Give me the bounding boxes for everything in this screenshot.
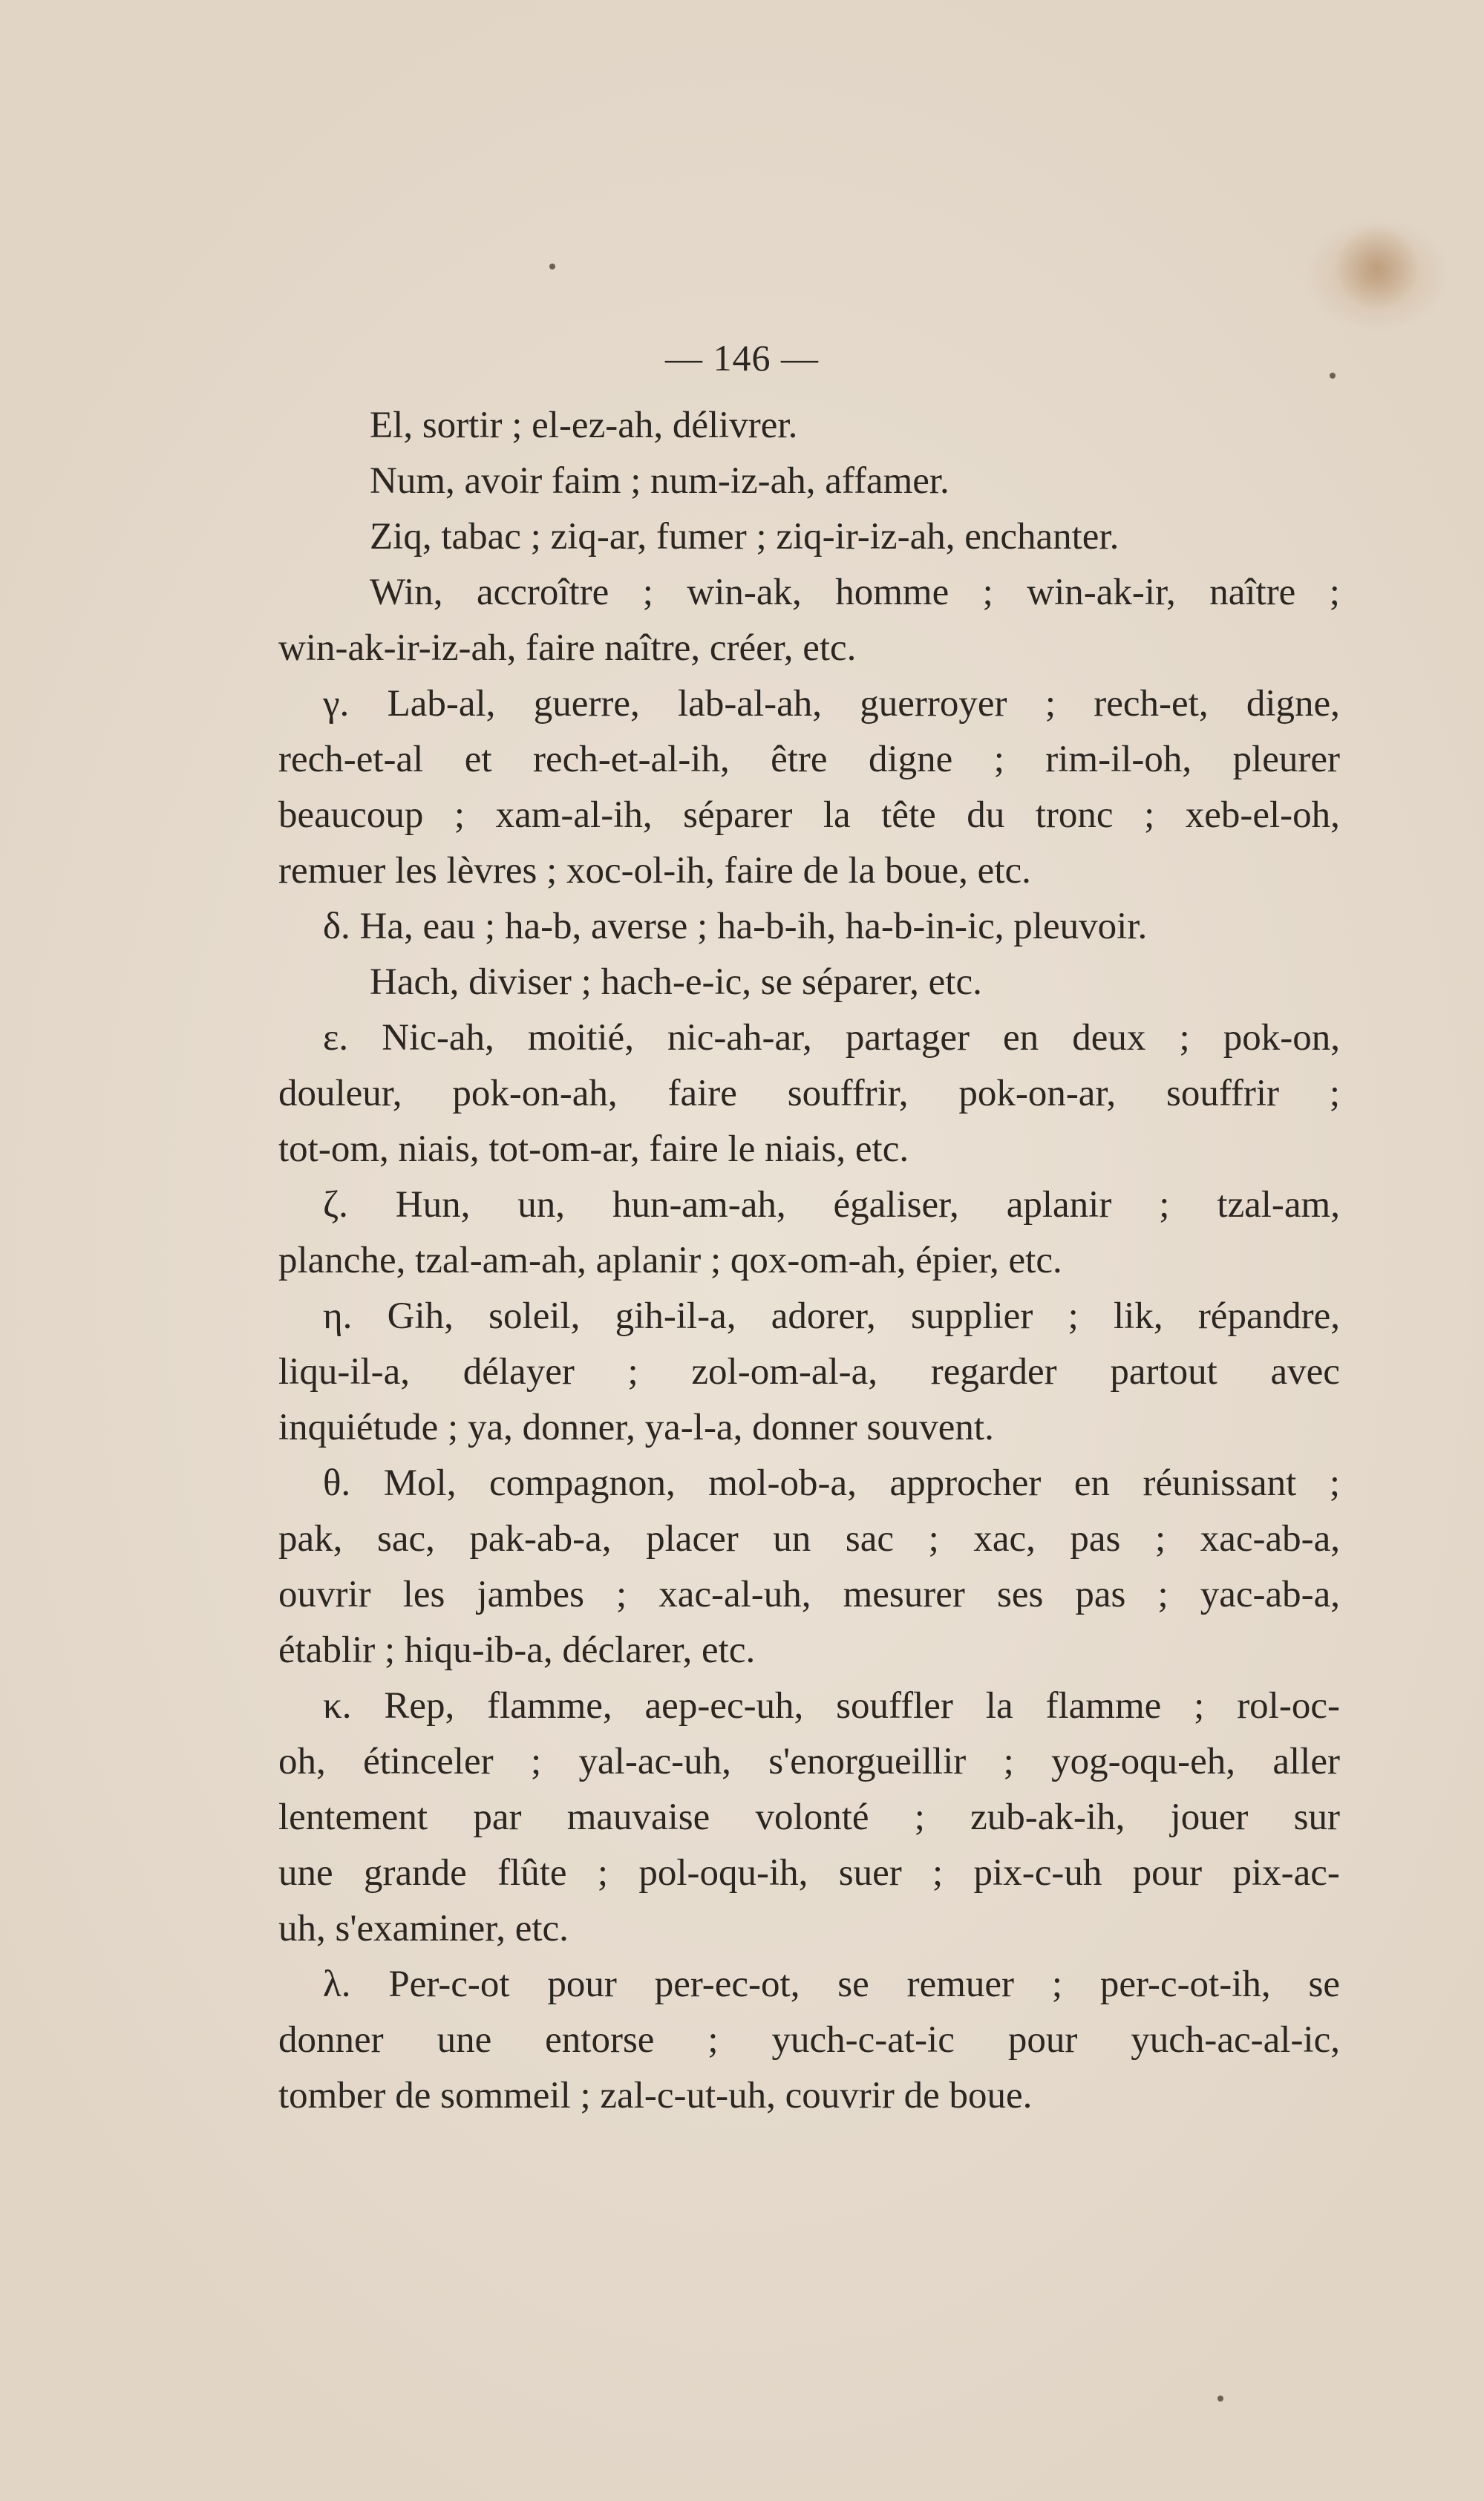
ink-speck — [549, 264, 555, 269]
text-line: remuer les lèvres ; xoc-ol-ih, faire de la boue, etc. — [278, 850, 1031, 892]
text-line: inquiétude ; ya, donner, ya-l-a, donner souvent. — [278, 1407, 994, 1448]
text-line: δ. Ha, eau ; ha-b, averse ; ha-b-ih, ha-b-in-ic, pleuvoir. — [323, 906, 1148, 947]
text-line: λ. Per-c-ot pour per-ec-ot, se remuer ; per-c-ot-ih, se — [323, 1964, 1340, 2005]
text-line: planche, tzal-am-ah, aplanir ; qox-om-ah, épier, etc. — [278, 1240, 1062, 1281]
text-line: beaucoup ; xam-al-ih, séparer la tête du tronc ; xeb-el-oh, — [278, 794, 1340, 836]
text-line: γ. Lab-al, guerre, lab-al-ah, guerroyer ; rech-et, digne, — [323, 683, 1340, 725]
text-line: Num, avoir faim ; num-iz-ah, affamer. — [370, 460, 949, 502]
text-line: établir ; hiqu-ib-a, déclarer, etc. — [278, 1629, 756, 1671]
text-line: Ziq, tabac ; ziq-ar, fumer ; ziq-ir-iz-ah, enchanter. — [370, 516, 1119, 558]
text-line: uh, s'examiner, etc. — [278, 1908, 569, 1949]
text-line: pak, sac, pak-ab-a, placer un sac ; xac, pas ; xac-ab-a, — [278, 1518, 1340, 1560]
text-line: donner une entorse ; yuch-c-at-ic pour yuch-ac-al-ic, — [278, 2019, 1340, 2061]
body-text — [278, 398, 1340, 2124]
text-line: θ. Mol, compagnon, mol-ob-a, approcher en réunissant ; — [323, 1462, 1340, 1504]
text-line: une grande flûte ; pol-oqu-ih, suer ; pix-c-uh pour pix-ac- — [278, 1852, 1340, 1894]
text-line: ε. Nic-ah, moitié, nic-ah-ar, partager en deux ; pok-on, — [323, 1017, 1340, 1059]
text-line: El, sortir ; el-ez-ah, délivrer. — [370, 405, 798, 446]
text-line: liqu-il-a, délayer ; zol-om-al-a, regarder partout avec — [278, 1351, 1340, 1393]
text-line: lentement par mauvaise volonté ; zub-ak-ih, jouer sur — [278, 1797, 1340, 1838]
text-line: ζ. Hun, un, hun-am-ah, égaliser, aplanir ; tzal-am, — [323, 1184, 1340, 1226]
text-line: douleur, pok-on-ah, faire souffrir, pok-on-ar, souffrir ; — [278, 1073, 1340, 1114]
page-number: — 146 — — [665, 337, 819, 379]
text-line: Win, accroître ; win-ak, homme ; win-ak-ir, naître ; — [370, 572, 1340, 613]
text-line: tot-om, niais, tot-om-ar, faire le niais, etc. — [278, 1128, 909, 1170]
text-line: rech-et-al et rech-et-al-ih, être digne ; rim-il-oh, pleurer — [278, 739, 1340, 780]
ink-speck — [1217, 2396, 1223, 2402]
text-line: Hach, diviser ; hach-e-ic, se séparer, etc. — [370, 961, 982, 1003]
text-line: tomber de sommeil ; zal-c-ut-uh, couvrir de boue. — [278, 2075, 1033, 2116]
text-line: η. Gih, soleil, gih-il-a, adorer, supplier ; lik, répandre, — [323, 1295, 1340, 1337]
text-line: oh, étinceler ; yal-ac-uh, s'enorgueillir ; yog-oqu-eh, aller — [278, 1741, 1340, 1782]
text-line: ouvrir les jambes ; xac-al-uh, mesurer ses pas ; yac-ab-a, — [278, 1574, 1340, 1615]
text-line: κ. Rep, flamme, aep-ec-uh, souffler la flamme ; rol-oc- — [323, 1685, 1340, 1727]
foxing-stain — [1336, 223, 1418, 312]
text-line: win-ak-ir-iz-ah, faire naître, créer, etc. — [278, 627, 857, 669]
